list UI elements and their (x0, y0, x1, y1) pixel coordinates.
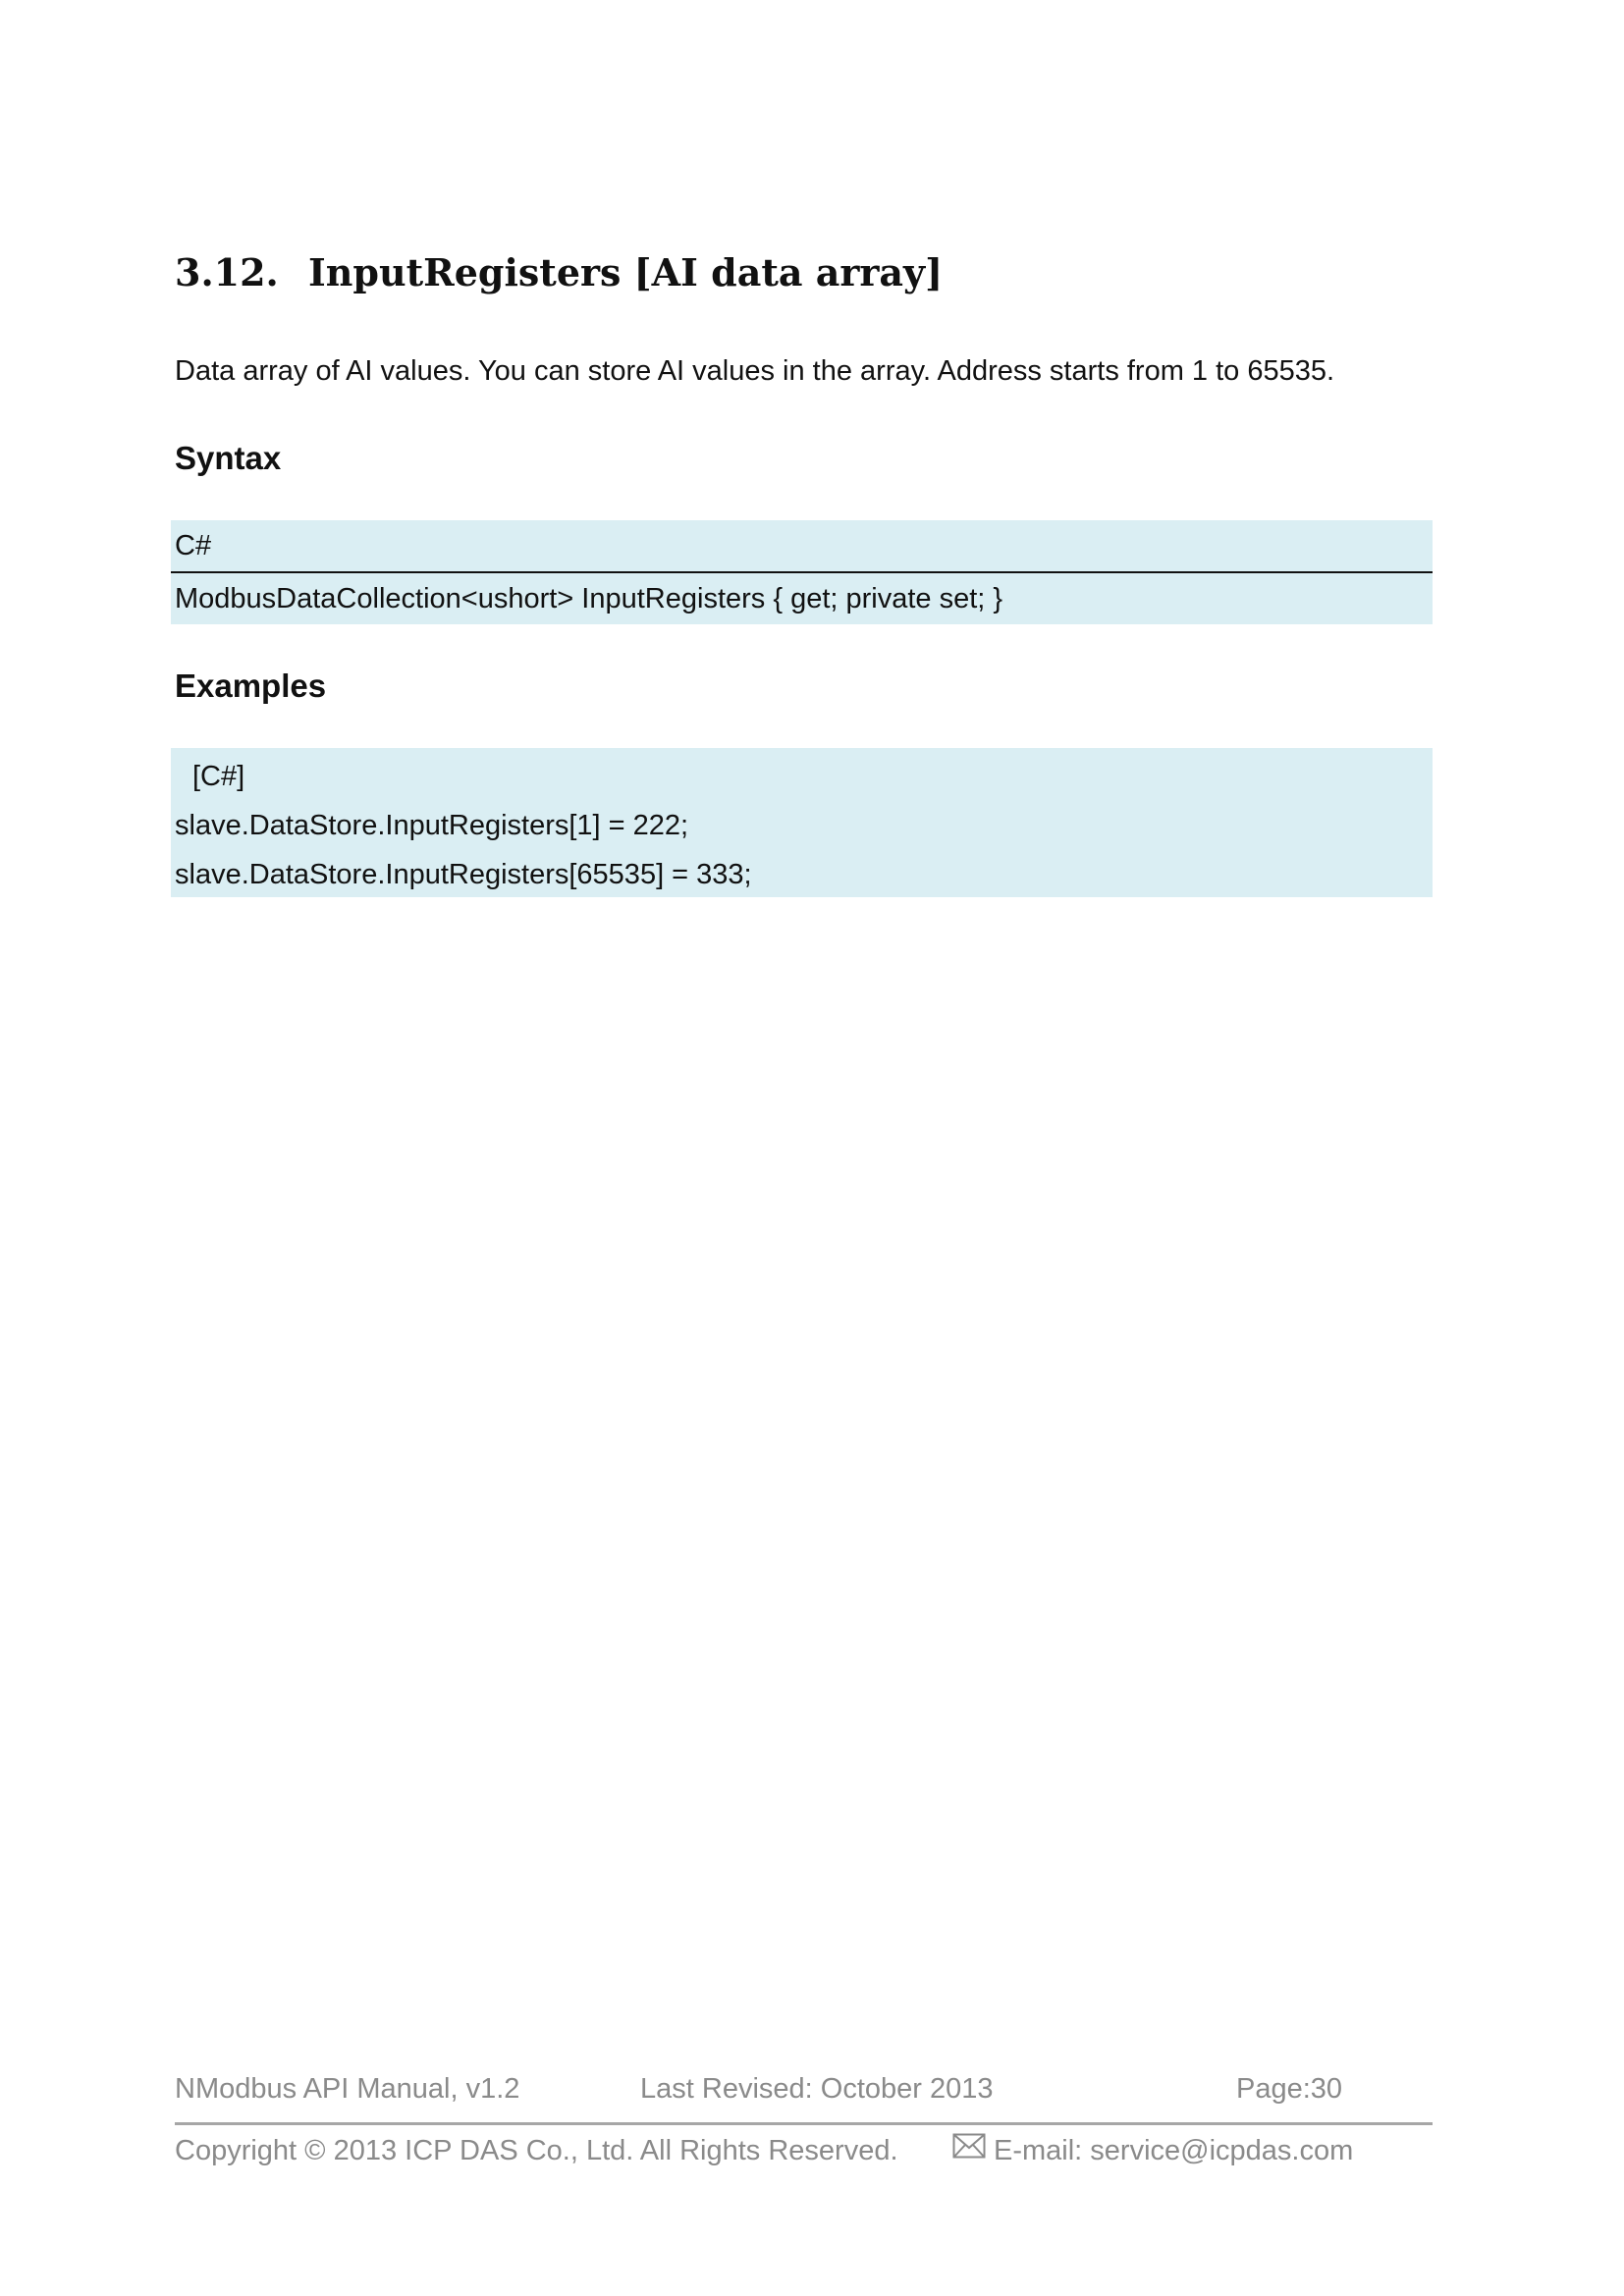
example-code-block (171, 748, 1433, 897)
section-number: 3.12. (175, 250, 279, 294)
footer-revised-date: Last Revised: October 2013 (640, 2073, 994, 2105)
examples-heading: Examples (175, 667, 327, 704)
footer-top-row (175, 2071, 1433, 2125)
footer-email-text: E-mail: service@icpdas.com (994, 2135, 1354, 2166)
footer-email (952, 2135, 1353, 2167)
example-code-line: slave.DataStore.InputRegisters[1] = 222; (175, 810, 689, 841)
footer-copyright: Copyright © 2013 ICP DAS Co., Ltd. All Rights Reserved. (175, 2135, 898, 2166)
section-title: InputRegisters [AI data array] (308, 250, 944, 294)
syntax-language-label: C# (171, 520, 1433, 573)
footer-page-number: Page:30 (1236, 2073, 1343, 2105)
example-language-label: [C#] (192, 761, 245, 792)
syntax-heading: Syntax (175, 440, 282, 476)
footer-bottom-row (175, 2131, 1433, 2182)
page-footer (175, 2071, 1433, 2182)
envelope-icon (952, 2133, 986, 2166)
syntax-table (171, 520, 1433, 624)
example-code-line: slave.DataStore.InputRegisters[65535] = 333; (175, 859, 752, 890)
section-heading (175, 245, 943, 300)
intro-paragraph: Data array of AI values. You can store AI values in the array. Address starts from 1 to 65535. (175, 355, 1335, 387)
footer-manual-title: NModbus API Manual, v1.2 (175, 2073, 520, 2105)
syntax-signature: ModbusDataCollection<ushort> InputRegisters { get; private set; } (175, 583, 1003, 614)
